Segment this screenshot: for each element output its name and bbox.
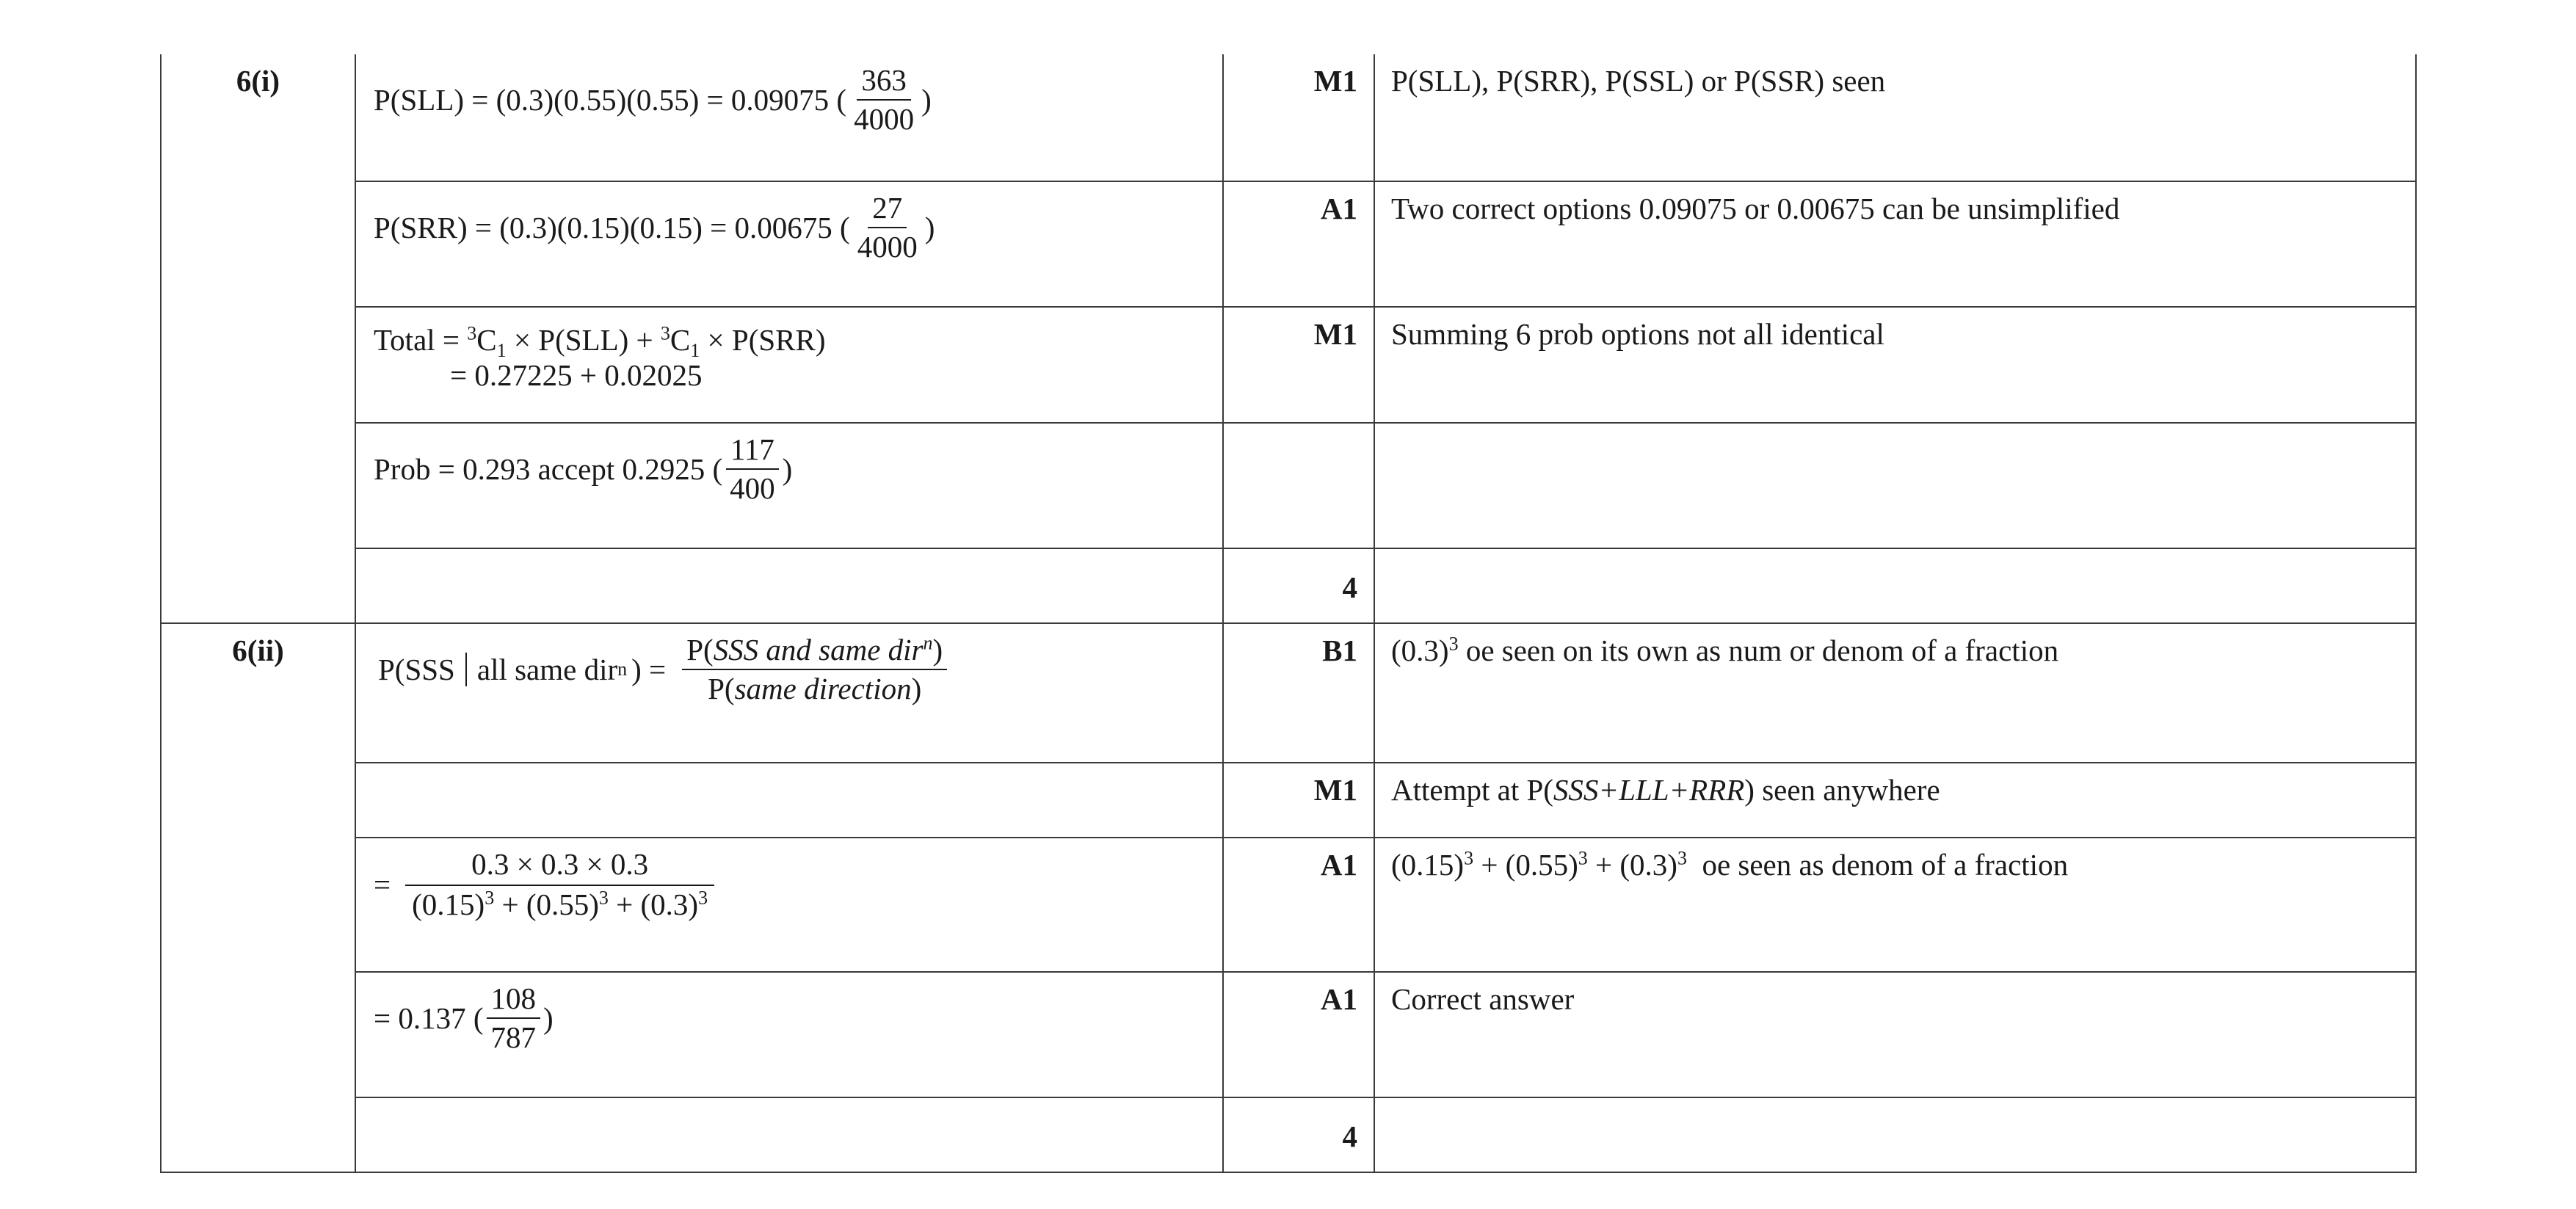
table-row bbox=[161, 838, 2416, 972]
answer-cell bbox=[355, 623, 1223, 763]
guidance-cell bbox=[1374, 623, 2416, 763]
fraction-denominator: 4000 bbox=[857, 230, 918, 264]
guidance-cell: P(SLL), P(SRR), P(SSL) or P(SSR) seen bbox=[1374, 54, 2416, 181]
mark-cell: M1 bbox=[1223, 763, 1374, 838]
question-number: 6(ii) bbox=[161, 623, 355, 1172]
guidance-text: (0.3) bbox=[1391, 633, 1449, 667]
guidance-text: + (0.55) bbox=[1473, 848, 1578, 882]
guidance-cell bbox=[1374, 1097, 2416, 1172]
table-row bbox=[161, 307, 2416, 423]
fraction bbox=[682, 633, 947, 706]
answer-cell bbox=[355, 54, 1223, 181]
answer-text: = bbox=[374, 868, 391, 902]
answer-text: C bbox=[476, 323, 497, 357]
mark-cell: A1 bbox=[1223, 838, 1374, 972]
fraction-numerator: 0.3 × 0.3 × 0.3 bbox=[405, 847, 714, 886]
guidance-cell bbox=[1374, 763, 2416, 838]
math-text: same direction bbox=[734, 672, 912, 706]
guidance-text: Attempt at P( bbox=[1391, 773, 1553, 807]
answer-text: ) bbox=[921, 83, 932, 117]
fraction bbox=[405, 847, 714, 922]
fraction-denominator: 400 bbox=[730, 471, 775, 506]
mark-cell: M1 bbox=[1223, 307, 1374, 423]
fraction bbox=[725, 432, 780, 506]
answer-text: ) = bbox=[631, 653, 667, 687]
fraction bbox=[853, 191, 922, 264]
answer-cell bbox=[355, 763, 1223, 838]
answer-line: = 0.27225 + 0.02025 bbox=[450, 358, 703, 392]
mark-cell: A1 bbox=[1223, 181, 1374, 307]
superscript: 3 bbox=[660, 322, 670, 344]
answer-text: ) bbox=[782, 452, 793, 487]
table-row bbox=[161, 548, 2416, 623]
guidance-cell: Correct answer bbox=[1374, 972, 2416, 1097]
answer-text: ) bbox=[924, 211, 935, 245]
guidance-cell bbox=[1374, 548, 2416, 623]
superscript: 3 bbox=[698, 887, 708, 909]
answer-line bbox=[374, 63, 1205, 137]
answer-text: all same dir bbox=[476, 653, 618, 687]
math-text: + (0.55) bbox=[494, 887, 599, 922]
guidance-cell bbox=[1374, 423, 2416, 548]
answer-cell bbox=[355, 307, 1223, 423]
table-row bbox=[161, 54, 2416, 181]
given-bar bbox=[465, 653, 467, 686]
mark-cell bbox=[1223, 423, 1374, 548]
guidance-text: SSS+LLL+RRR bbox=[1553, 773, 1745, 807]
math-text: P( bbox=[708, 672, 735, 706]
superscript: 3 bbox=[598, 887, 609, 909]
mark-cell: A1 bbox=[1223, 972, 1374, 1097]
answer-text: × P(SLL) + bbox=[506, 323, 661, 357]
answer-line bbox=[374, 316, 1205, 362]
table-row bbox=[161, 1097, 2416, 1172]
fraction-numerator bbox=[682, 633, 947, 670]
superscript: 3 bbox=[467, 322, 477, 344]
table-row bbox=[161, 763, 2416, 838]
subscript: 1 bbox=[690, 340, 700, 362]
answer-text: C bbox=[670, 323, 691, 357]
fraction bbox=[487, 981, 541, 1055]
answer-text: Prob = 0.293 accept 0.2925 ( bbox=[374, 452, 723, 487]
table-row bbox=[161, 423, 2416, 548]
guidance-text: ) seen anywhere bbox=[1744, 773, 1940, 807]
answer-line bbox=[374, 432, 1205, 506]
guidance-cell: Summing 6 prob options not all identical bbox=[1374, 307, 2416, 423]
answer-text: = 0.137 ( bbox=[374, 1001, 484, 1036]
guidance-text: + (0.3) bbox=[1587, 848, 1677, 882]
answer-text: P(SLL) = (0.3)(0.55)(0.55) = 0.09075 ( bbox=[374, 83, 847, 117]
superscript: 3 bbox=[485, 887, 495, 909]
answer-line bbox=[374, 191, 1205, 264]
math-text: + (0.3) bbox=[608, 887, 699, 922]
subscript: 1 bbox=[496, 340, 507, 362]
answer-cell bbox=[355, 548, 1223, 623]
mark-cell: B1 bbox=[1223, 623, 1374, 763]
answer-cell bbox=[355, 838, 1223, 972]
total-marks: 4 bbox=[1223, 1097, 1374, 1172]
answer-line bbox=[374, 981, 1205, 1055]
guidance-text: oe seen as denom of a fraction bbox=[1686, 848, 2069, 882]
fraction-numerator: 27 bbox=[868, 191, 907, 228]
fraction bbox=[849, 63, 918, 137]
answer-text: P(SRR) = (0.3)(0.15)(0.15) = 0.00675 ( bbox=[374, 211, 850, 245]
superscript: 3 bbox=[1464, 847, 1474, 869]
table-row bbox=[161, 181, 2416, 307]
answer-text: ) bbox=[543, 1001, 554, 1036]
math-text: P( bbox=[686, 633, 714, 667]
superscript: 3 bbox=[1448, 633, 1459, 655]
math-text: (0.15) bbox=[412, 887, 485, 922]
guidance-cell: Two correct options 0.09075 or 0.00675 can be unsimplified bbox=[1374, 181, 2416, 307]
answer-line bbox=[374, 847, 1205, 922]
answer-cell bbox=[355, 181, 1223, 307]
table-row bbox=[161, 623, 2416, 763]
guidance-text: oe seen on its own as num or denom of a fraction bbox=[1458, 633, 2059, 667]
table-row bbox=[161, 972, 2416, 1097]
superscript: 3 bbox=[1677, 847, 1687, 869]
answer-cell bbox=[355, 423, 1223, 548]
fraction-numerator: 117 bbox=[726, 432, 779, 470]
fraction-denominator bbox=[407, 886, 712, 922]
answer-text: Total = bbox=[374, 323, 468, 357]
fraction-denominator bbox=[703, 670, 926, 706]
math-text: SSS and same dir bbox=[713, 633, 924, 667]
fraction-numerator: 108 bbox=[487, 981, 541, 1019]
superscript: n bbox=[923, 632, 933, 654]
guidance-cell bbox=[1374, 838, 2416, 972]
answer-text: P(SSS bbox=[378, 653, 455, 687]
fraction-denominator: 787 bbox=[490, 1020, 537, 1055]
fraction-numerator: 363 bbox=[857, 63, 911, 101]
fraction-denominator: 4000 bbox=[854, 102, 915, 137]
answer-text: × P(SRR) bbox=[700, 323, 826, 357]
math-text: ) bbox=[911, 672, 922, 706]
mark-cell: M1 bbox=[1223, 54, 1374, 181]
mark-scheme-table bbox=[160, 54, 2417, 1173]
answer-cell bbox=[355, 1097, 1223, 1172]
total-marks: 4 bbox=[1223, 548, 1374, 623]
superscript: 3 bbox=[1578, 847, 1588, 869]
math-text: ) bbox=[932, 633, 943, 667]
question-number: 6(i) bbox=[161, 54, 355, 623]
guidance-text: (0.15) bbox=[1391, 848, 1465, 882]
answer-line: P(SSS all same dir n ) = $\frac{P(SSS and same dir^n)}{\text{P(same direction)}}$ bbox=[374, 633, 1205, 706]
answer-cell bbox=[355, 972, 1223, 1097]
